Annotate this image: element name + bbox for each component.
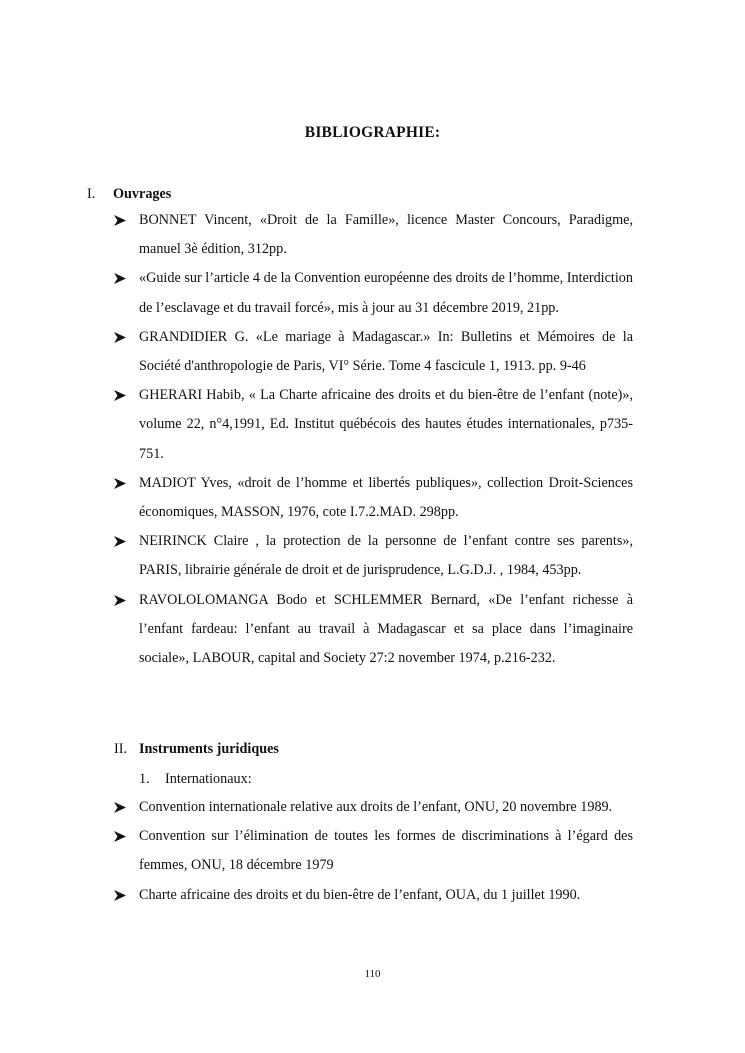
subsection-heading-internationaux — [139, 769, 252, 789]
list-item — [114, 881, 633, 910]
arrow-bullet-icon — [114, 586, 132, 615]
arrow-bullet-icon — [114, 793, 132, 822]
page-title: BIBLIOGRAPHIE: — [304, 124, 441, 141]
item-text: NEIRINCK Claire , la protection de la personne de l’enfant contre ses parents», PARIS, librairie générale de droit et de jurisprudence, L.G.D.J. , 1984, 453pp. — [139, 533, 633, 579]
arrow-bullet-icon — [114, 323, 132, 352]
arrow-bullet-icon — [114, 469, 132, 498]
list-item — [114, 586, 633, 674]
item-text: Convention internationale relative aux droits de l’enfant, ONU, 20 novembre 1989. — [139, 799, 613, 815]
section-number: I. — [87, 186, 96, 202]
item-text: «Guide sur l’article 4 de la Convention européenne des droits de l’homme, Interdiction de l’esclavage et du travail forcé», mis à jour au 31 décembre 2019, 21pp. — [139, 270, 633, 316]
list-item — [114, 527, 633, 585]
bibliography-list-ouvrages — [114, 206, 633, 673]
item-text: GHERARI Habib, « La Charte africaine des droits et du bien-être de l’enfant (note)», volume 22, n°4,1991, Ed. Institut québécois des hautes études internationales, p735-751. — [139, 387, 633, 462]
section-number: II. — [114, 741, 127, 757]
arrow-bullet-icon — [114, 527, 132, 556]
arrow-bullet-icon — [114, 881, 132, 910]
arrow-bullet-icon — [114, 822, 132, 851]
item-text: MADIOT Yves, «droit de l’homme et libertés publiques», collection Droit-Sciences économiques, MASSON, 1976, cote I.7.2.MAD. 298pp. — [139, 474, 633, 521]
subsection-title: Internationaux: — [165, 771, 252, 787]
list-item — [114, 469, 633, 527]
bibliography-list-instruments — [114, 793, 633, 910]
arrow-bullet-icon — [114, 381, 132, 410]
subsection-number: 1. — [139, 771, 150, 787]
list-item — [114, 264, 633, 322]
list-item — [114, 323, 633, 381]
item-text: Charte africaine des droits et du bien-être de l’enfant, OUA, du 1 juillet 1990. — [139, 886, 581, 903]
item-text: GRANDIDIER G. «Le mariage à Madagascar.» In: Bulletins et Mémoires de la Société d'anthropologie de Paris, VI° Série. Tome 4 fascicule 1, 1913. pp. 9-46 — [139, 328, 633, 375]
list-item — [114, 206, 633, 264]
list-item — [114, 822, 633, 880]
section-title: Instruments juridiques — [139, 741, 279, 757]
list-item — [114, 793, 633, 822]
arrow-bullet-icon — [114, 206, 132, 235]
item-text: RAVOLOLOMANGA Bodo et SCHLEMMER Bernard, «De l’enfant richesse à l’enfant fardeau: l’enfant au travail à Madagascar et sa place dans l’imaginaire sociale», LABOUR, capital and Society 27:2 november 1974, p.216-232. — [139, 591, 633, 667]
item-text: Convention sur l’élimination de toutes les formes de discriminations à l’égard des femmes, ONU, 18 décembre 1979 — [139, 828, 633, 874]
section-title: Ouvrages — [113, 186, 172, 202]
list-item — [114, 381, 633, 469]
page-number: 110 — [364, 968, 381, 980]
arrow-bullet-icon — [114, 264, 132, 293]
item-text: BONNET Vincent, «Droit de la Famille», licence Master Concours, Paradigme, manuel 3è édition, 312pp. — [139, 212, 633, 258]
